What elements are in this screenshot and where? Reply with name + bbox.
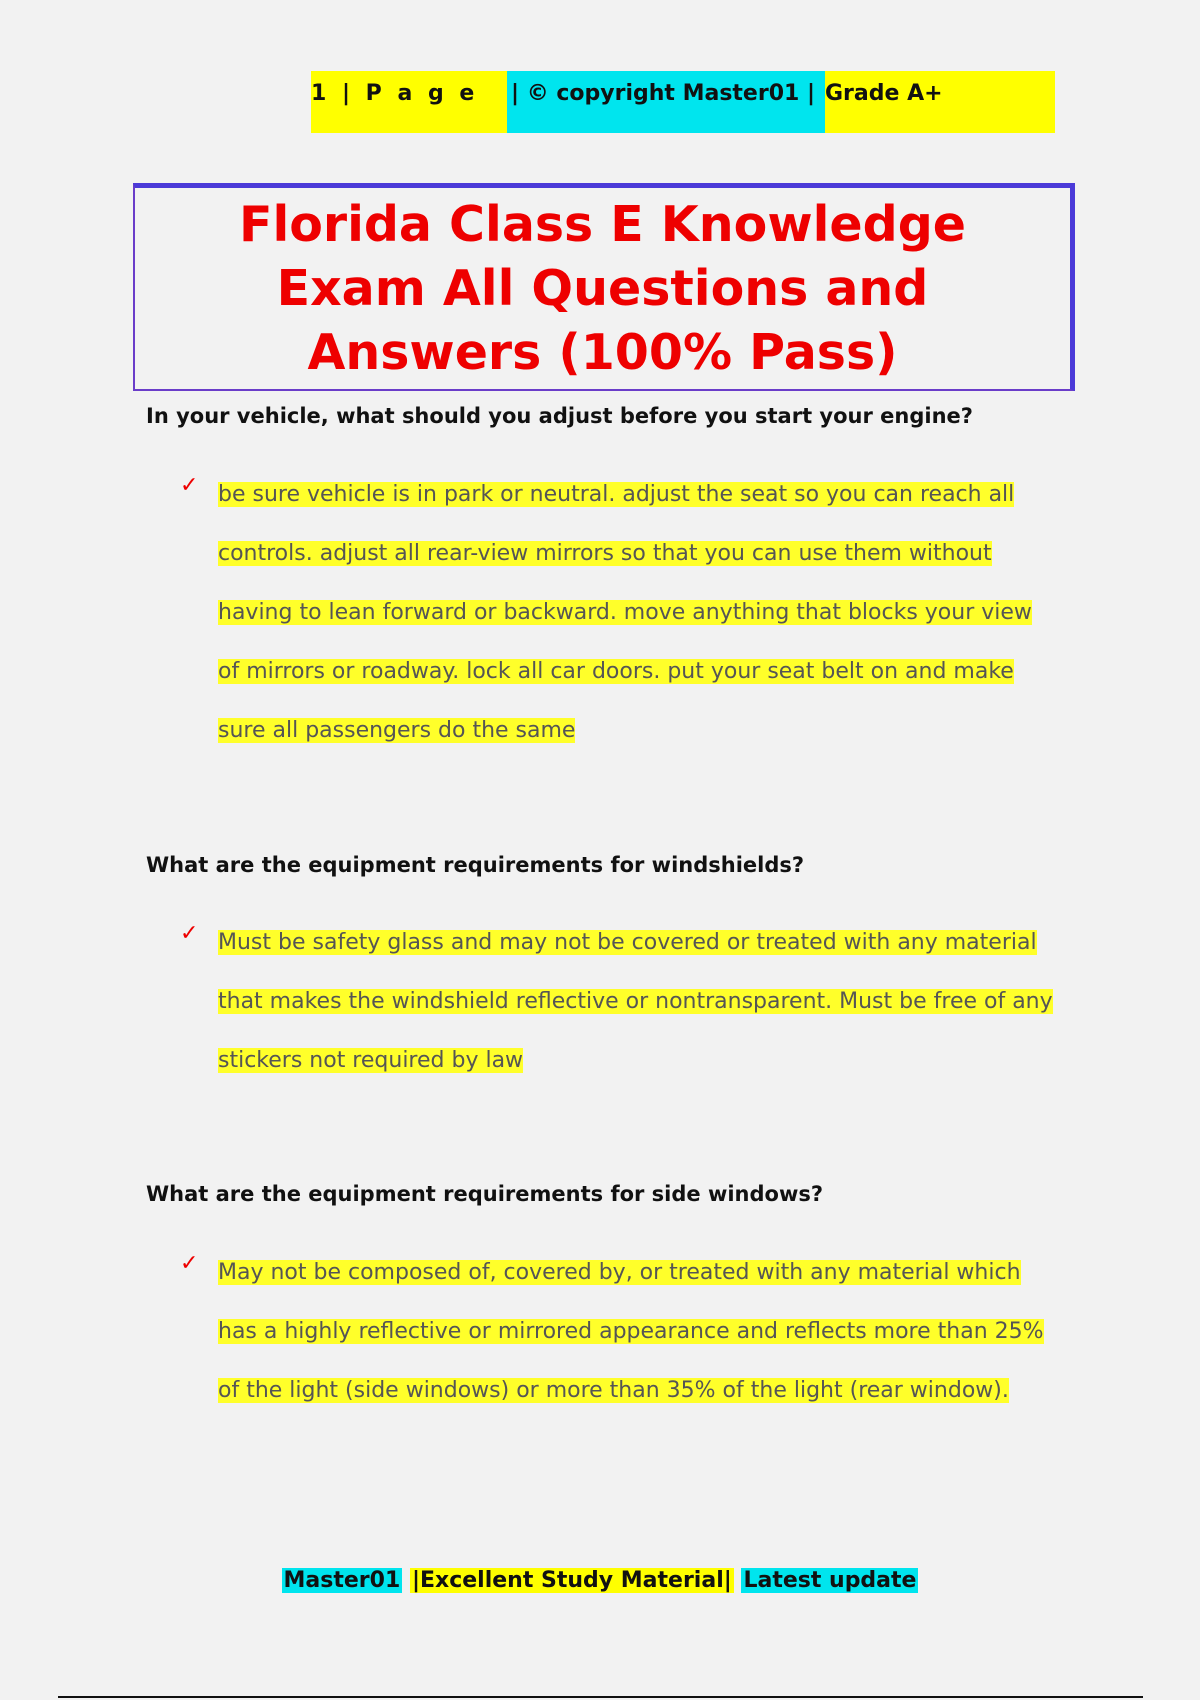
answer-3 — [180, 1243, 1060, 1420]
footer-author: Master01 — [283, 1568, 401, 1593]
page-number: 1 | P a g e — [311, 71, 507, 133]
footer-tagline: |Excellent Study Material| — [411, 1568, 732, 1593]
footer-divider — [58, 1696, 1143, 1698]
page-header — [311, 71, 1055, 133]
checkmark-icon: ✓ — [180, 921, 199, 946]
question-2: What are the equipment requirements for windshields? — [146, 853, 805, 877]
question-3: What are the equipment requirements for side windows? — [146, 1182, 824, 1206]
document-title: Florida Class E Knowledge Exam All Questions and Answers (100% Pass) — [238, 195, 967, 381]
checkmark-icon: ✓ — [180, 1251, 199, 1276]
question-1: In your vehicle, what should you adjust before you start your engine? — [146, 404, 973, 428]
answer-2 — [180, 913, 1060, 1090]
footer-update: Latest update — [743, 1568, 917, 1593]
copyright-notice: | © copyright Master01 | — [507, 71, 825, 133]
title-box — [133, 183, 1075, 391]
answer-3-text: May not be composed of, covered by, or treated with any material which has a highly reflective or mirrored appearance and reflects more than 25% of the light (side windows) or more than 35% of the light (rear window). — [218, 1260, 1044, 1403]
answer-2-text: Must be safety glass and may not be covered or treated with any material that makes the windshield reflective or nontransparent. Must be free of any stickers not required by law — [218, 930, 1053, 1073]
checkmark-icon: ✓ — [180, 473, 199, 498]
page-footer — [0, 1568, 1200, 1593]
grade-label: Grade A+ — [825, 71, 1055, 133]
answer-1 — [180, 465, 1060, 760]
answer-1-text: be sure vehicle is in park or neutral. adjust the seat so you can reach all controls. adjust all rear-view mirrors so that you can use them without having to lean forward or backward. move anything that blocks your view of mirrors or roadway. lock all car doors. put your seat belt on and make sure all passengers do the same — [218, 482, 1032, 743]
